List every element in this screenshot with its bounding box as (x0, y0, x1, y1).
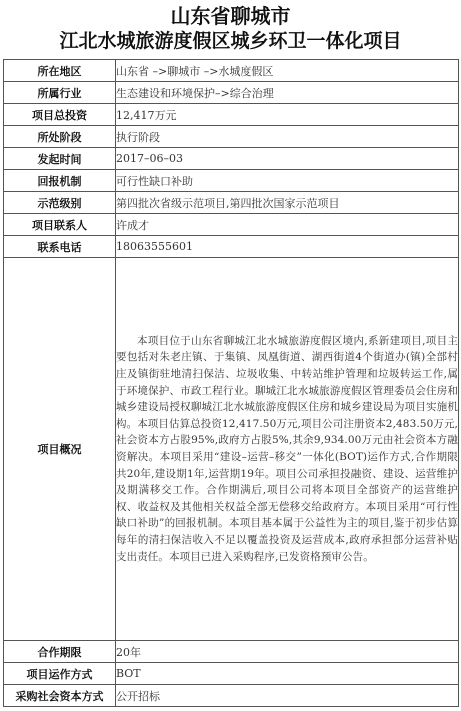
row-value-stage: 执行阶段 (116, 126, 459, 148)
row-label-contact-person: 项目联系人 (4, 214, 116, 236)
table-row (4, 236, 459, 258)
row-value-total-investment: 12,417万元 (116, 104, 459, 126)
row-value-demo-level: 第四批次省级示范项目,第四批次国家示范项目 (116, 192, 459, 214)
table-row (4, 214, 459, 236)
title-province-city: 山东省聊城市 (170, 4, 291, 28)
row-label-industry: 所属行业 (4, 82, 116, 104)
table-row (4, 192, 459, 214)
table-row (4, 126, 459, 148)
table-row (4, 685, 459, 707)
row-value-industry: 生态建设和环境保护–>综合治理 (116, 82, 459, 104)
project-info-table (3, 59, 459, 707)
project-title: 江北水城旅游度假区城乡环卫一体化项目 (59, 30, 402, 52)
row-value-operation-mode: BOT (116, 663, 459, 685)
table-row (4, 82, 459, 104)
row-label-start-date: 发起时间 (4, 148, 116, 170)
row-label-return-mechanism: 回报机制 (4, 170, 116, 192)
row-value-cooperation-period: 20年 (116, 641, 459, 663)
table-row (4, 60, 459, 82)
row-value-procurement-method: 公开招标 (116, 685, 459, 707)
row-label-total-investment: 项目总投资 (4, 104, 116, 126)
table-row (4, 641, 459, 663)
overview-cell (116, 258, 459, 641)
row-label-region: 所在地区 (4, 60, 116, 82)
table-row (4, 104, 459, 126)
row-value-region: 山东省 –>聊城市 –>水城度假区 (116, 60, 459, 82)
row-label-cooperation-period: 合作期限 (4, 641, 116, 663)
row-label-phone: 联系电话 (4, 236, 116, 258)
overview-text: 本项目位于山东省聊城江北水城旅游度假区境内,系新建项目,项目主要包括对朱老庄镇、于集镇、凤凰街道、湖西街道4个街道办(镇)全部村庄及镇街驻地清扫保洁、垃圾收集、中转站维护管理和垃圾转运工作,属于环境保护、市政工程行业。聊城江北水城旅游度假区管理委员会住房和城乡建设局授权聊城江北水城旅游度假区住房和城乡建设局为项目实施机构。本项目估算总投资12,417.50万元,项目公司注册资本2,483.50万元,社会资本方占股95%,政府方占股5%,其余9,934.00万元由社会资本方融资解决。本项目采用“建设–运营–移交”一体化(BOT)运作方式,合作期限共20年,建设期1年,运营期19年。项目公司承担投融资、建设、运营维护及期满移交工作。合作期满后,项目公司将本项目全部资产的运营维护权、收益权及其他相关权益全部无偿移交给政府方。本项目采用“可行性缺口补助”的回报机制。本项目基本属于公益性为主的项目,鉴于初步估算每年的清扫保洁收入不足以覆盖投资及运营成本,政府承担部分运营补贴支出责任。本项目已进入采购程序,已发资格预审公告。 (116, 334, 458, 563)
row-value-start-date: 2017–06–03 (116, 148, 459, 170)
row-label-overview: 项目概况 (4, 258, 116, 641)
row-value-phone: 18063555601 (116, 236, 459, 258)
row-label-operation-mode: 项目运作方式 (4, 663, 116, 685)
table-row (4, 170, 459, 192)
row-label-demo-level: 示范级别 (4, 192, 116, 214)
title-block (0, 0, 461, 58)
row-value-contact-person: 许成才 (116, 214, 459, 236)
row-label-stage: 所处阶段 (4, 126, 116, 148)
table-row (4, 663, 459, 685)
row-value-return-mechanism: 可行性缺口补助 (116, 170, 459, 192)
table-row (4, 148, 459, 170)
row-label-procurement-method: 采购社会资本方式 (4, 685, 116, 707)
table-row-overview (4, 258, 459, 641)
